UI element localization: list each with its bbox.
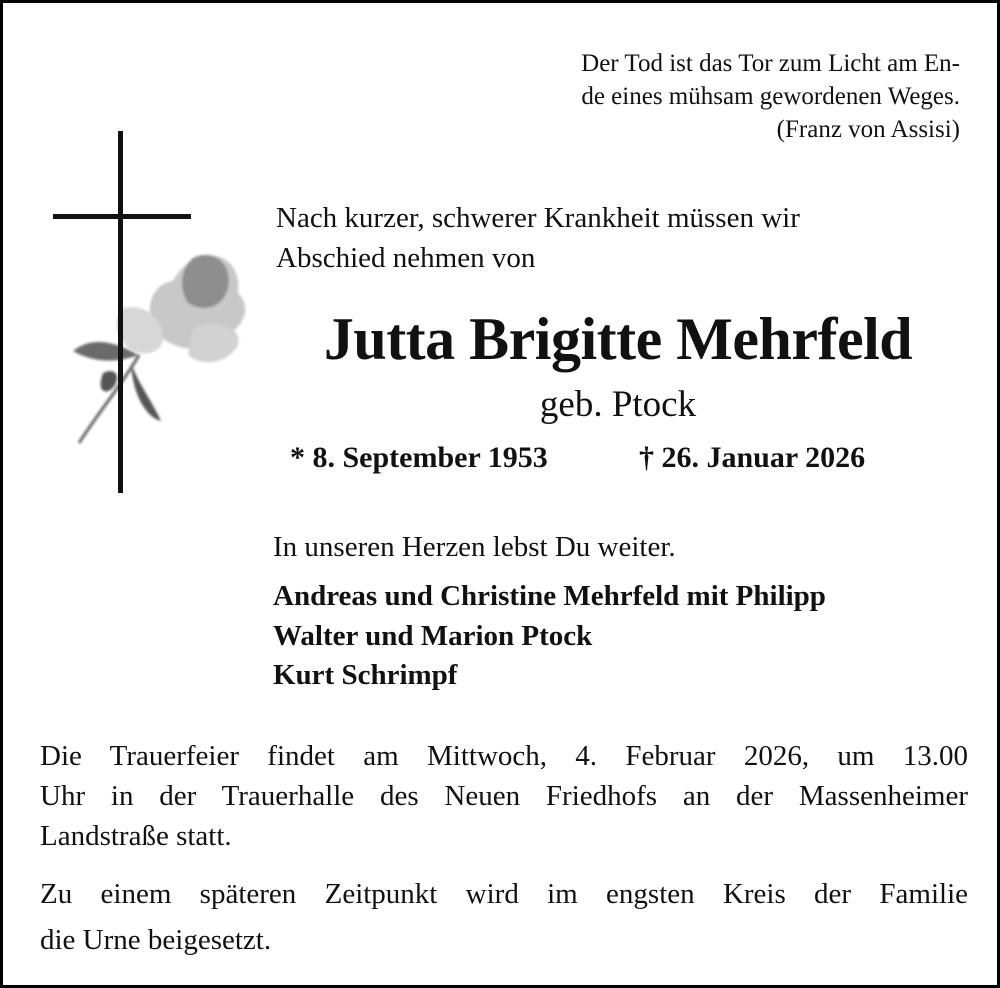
intro-line: Abschied nehmen von <box>276 242 536 274</box>
ceremony-line: Landstraße statt. <box>40 820 232 852</box>
maiden-name: geb. Ptock <box>539 384 697 425</box>
mourner: Andreas und Christine Mehrfeld mit Philipp <box>273 580 826 612</box>
quote-attribution: (Franz von Assisi) <box>776 116 960 143</box>
cross-with-rose-icon <box>43 123 253 503</box>
ceremony-line: Die Trauerfeier findet am Mittwoch, 4. Februar 2026, um 13.00 <box>40 740 968 772</box>
death-date: † 26. Januar 2026 <box>639 441 866 474</box>
closing-line: In unseren Herzen lebst Du weiter. <box>273 531 676 563</box>
burial-paragraph <box>40 871 968 963</box>
intro-text <box>276 198 800 278</box>
mourner: Kurt Schrimpf <box>273 659 458 691</box>
burial-line: die Urne beigesetzt. <box>40 924 272 956</box>
burial-line: Zu einem späteren Zeitpunkt wird im engsten Kreis der Familie <box>40 878 968 910</box>
intro-line: Nach kurzer, schwerer Krankheit müssen wir <box>276 202 800 234</box>
mourners-list <box>273 577 826 696</box>
quote-line: Der Tod ist das Tor zum Licht am En- <box>581 50 960 77</box>
deceased-name: Jutta Brigitte Mehrfeld <box>323 306 913 372</box>
ceremony-paragraph <box>40 736 968 856</box>
birth-date: * 8. September 1953 <box>290 441 548 474</box>
quote <box>581 47 960 146</box>
mourner: Walter und Marion Ptock <box>273 619 593 652</box>
ceremony-line: Uhr in der Trauerhalle des Neuen Friedhofs an der Massenheimer <box>40 780 968 812</box>
quote-line: de eines mühsam gewordenen Weges. <box>581 83 960 110</box>
